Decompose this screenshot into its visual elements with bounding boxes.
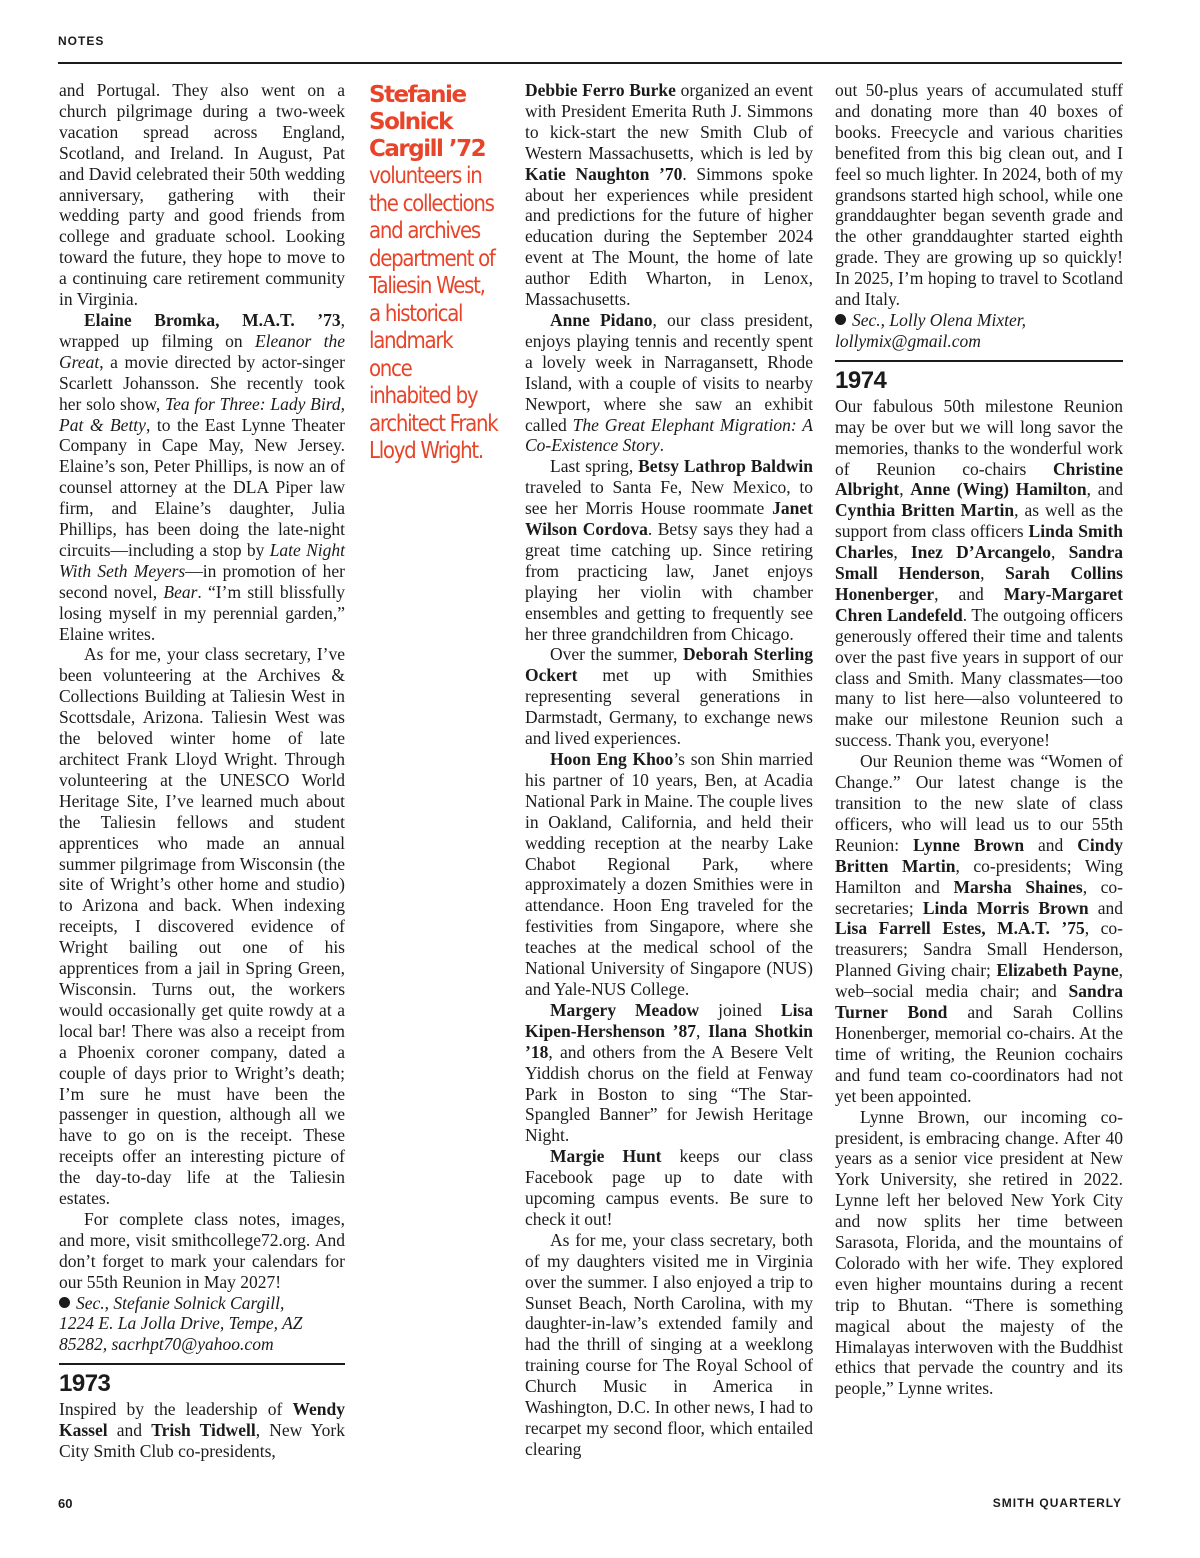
column-1	[59, 80, 345, 1462]
text: Inspired by the leadership of	[59, 1399, 293, 1420]
class-year-heading: 1974	[835, 366, 887, 394]
paragraph	[525, 456, 813, 644]
classmate-name: Cynthia Britten Martin	[835, 500, 1015, 521]
text: , co-treasurers; Sandra Small Henderson, Planned Giving chair;	[835, 918, 1123, 981]
section-rule	[835, 360, 1123, 362]
paragraph: As for me, your class secretary, both of my daughters visited me in Virginia over the summer. I also enjoyed a trip to Sunset Beach, North Carolina, with my daughter-in-law’s extended family and had the thrill of singing at a weeklong training course for The Royal School of Church Music in America in Washington, D.C. In other news, I had to recarpet my second floor, which entailed clearing	[525, 1229, 813, 1459]
column-3	[525, 80, 813, 1460]
text: . “I’m still blissfully losing myself in my perennial garden,” Elaine writes.	[59, 581, 345, 644]
paragraph	[525, 310, 813, 456]
paragraph	[525, 749, 813, 1000]
text: and	[1088, 897, 1123, 918]
classmate-name: Anne Pidano	[550, 309, 653, 330]
title: Late Night With Seth Meyers	[59, 539, 345, 581]
classmate-name: Betsy Lathrop Baldwin	[638, 456, 813, 477]
classmate-name: Janet Wilson Cordova	[525, 498, 813, 540]
text: Our Reunion theme was “Women of Change.” Our latest change is the transition to the new slate of class officers, who will lead us to our 55th Reunion:	[835, 751, 1123, 855]
text: , a movie directed by actor-singer Scarlett Johansson. She recently took her solo show,	[59, 351, 345, 414]
classmate-name: Elizabeth Payne	[996, 960, 1119, 981]
text: and Sarah Collins Honenberger, memorial co-chairs. At the time of writing, the Reunion cochairs and fund team co-coordinators had not yet been appointed.	[835, 1002, 1124, 1106]
sig-line: 85282, sacrhpt70@yahoo.com	[59, 1334, 274, 1355]
classmate-name: Marsha Shaines	[953, 876, 1083, 897]
paragraph	[835, 751, 1123, 1106]
classmate-name: Katie Naughton ’70	[525, 163, 683, 184]
text: met up with Smithies representing several generations in Darmstadt, Germany, to exchange news and lived experiences.	[525, 665, 813, 749]
classmate-name: Mary-Margaret Chren Landefeld	[835, 583, 1123, 625]
text: ,	[893, 542, 911, 563]
paragraph: and Portugal. They also went on a church pilgrimage during a two-week vacation spread across England, Scotland, and Ireland. In August, Pat and David celebrated their 50th wedding anniversary, gathering with their wedding party and good friends from college and graduate school. Looking toward the future, they hope to move to a continuing care retirement community in Virginia.	[59, 80, 345, 310]
text: , co-presidents; Wing Hamilton and	[835, 855, 1124, 897]
text: ,	[696, 1020, 709, 1041]
pull-quote-text: volunteers in the collections and archives department of Taliesin West, a historical landmark once inhabited by architect Frank Lloyd Wright.	[369, 163, 498, 464]
paragraph	[525, 1146, 813, 1230]
secretary-signature	[835, 310, 1123, 352]
text: and	[1024, 834, 1078, 855]
text: Last spring,	[550, 456, 639, 477]
pull-quote	[369, 82, 497, 466]
sig-line: Sec., Lolly Olena Mixter,	[852, 309, 1026, 330]
sig-line: lollymix@gmail.com	[835, 330, 981, 351]
paragraph: For complete class notes, images, and more, visit smithcollege72.org. And don’t forget to mark your calendars for our 55th Reunion in May 2027!	[59, 1208, 345, 1292]
text: keeps our class Facebook page up to date with upcoming campus events. Be sure to check it out!	[525, 1146, 813, 1229]
classmate-name: Hoon Eng Khoo	[550, 749, 674, 769]
classmate-name: Linda Morris Brown	[922, 897, 1089, 918]
classmate-name: Wendy Kassel	[59, 1399, 345, 1441]
classmate-name: Lynne Brown	[913, 834, 1025, 855]
classmate-name: Sarah Collins Honenberger	[835, 563, 1123, 604]
text: ,	[980, 563, 1006, 584]
classmate-name: Trish Tidwell	[151, 1420, 256, 1441]
classmate-name: Lisa Kipen-Hershenson ’87	[525, 999, 813, 1041]
title: The Great Elephant Migration: A Co-Existence Story	[525, 414, 813, 456]
classmate-name: Christine Albright	[835, 458, 1123, 500]
section-rule	[59, 1363, 345, 1365]
text: ,	[899, 479, 911, 500]
paragraph	[525, 1000, 813, 1146]
text: , co-secretaries;	[835, 876, 1123, 918]
text: ,	[1051, 542, 1069, 563]
header-rule	[58, 62, 1122, 64]
sig-line: 1224 E. La Jolla Drive, Tempe, AZ	[59, 1313, 303, 1334]
text: , to the East Lynne Theater Company in Cape May, New Jersey. Elaine’s son, Peter Phillips, is now an of counsel attorney at the DLA Piper law firm, and Elaine’s daughter, Julia Phillips, has been doing the late-night circuits—including a stop by	[59, 414, 345, 560]
paragraph	[59, 310, 345, 645]
title: Eleanor the Great	[59, 330, 346, 372]
paragraph	[835, 396, 1123, 751]
bullet-dot-icon	[835, 314, 846, 325]
text: traveled to Santa Fe, New Mexico, to see her Morris House roommate	[525, 477, 813, 519]
text: , and	[1086, 479, 1123, 500]
publication-name: SMITH QUARTERLY	[992, 1496, 1122, 1510]
text: Our fabulous 50th milestone Reunion may be over but we will long savor the memories, thanks to the wonderful work of Reunion co-chairs	[835, 395, 1123, 479]
text: . Simmons spoke about her experiences while president and predictions for the future of higher education during the September 2024 event at The Mount, the home of late author Edith Wharton, in Lenox, Massachusetts.	[525, 163, 813, 310]
text: , and others from the A Besere Velt Yiddish chorus on the field at Fenway Park in Boston to sing “The Star-Spangled Banner” for Jewish Heritage Night.	[525, 1041, 813, 1146]
classmate-name: Margery Meadow	[550, 999, 700, 1020]
text: , wrapped up filming on	[59, 309, 345, 351]
text: and	[107, 1420, 152, 1441]
text: —in promotion of her second novel,	[59, 560, 345, 602]
class-year-heading: 1973	[59, 1370, 111, 1398]
classmate-name: Ilana Shotkin ’18	[525, 1020, 813, 1062]
classmate-name: Inez D’Arcangelo	[910, 542, 1052, 563]
paragraph: Lynne Brown, our incoming co-president, is embracing change. After 40 years as a senior vice president at New York University, she retired in 2022. Lynne left her beloved New York City and now splits her time between Sarasota, Florida, and the mountains of Colorado with her wife. They explored even higher mountains during a recent trip to Bhutan. “There is something magical about the majesty of the Himalayas interwoven with the Buddhist ethics that pervade the country and its people,” Lynne writes.	[835, 1106, 1123, 1399]
classmate-name: Sandra Turner Bond	[835, 981, 1123, 1023]
classmate-name: Elaine Bromka, M.A.T. ’73	[84, 309, 341, 330]
classmate-name: Linda Smith Charles	[835, 521, 1123, 563]
text: . Betsy says they had a great time catching up. Since retiring from practicing law, Janet enjoys playing her violin with chamber ensembles and getting to frequently see her three grandchildren from Chicago.	[525, 519, 813, 644]
text: , New York City Smith Club co-presidents,	[59, 1420, 346, 1462]
sig-line: Sec., Stefanie Solnick Cargill,	[76, 1292, 285, 1313]
text: . The outgoing officers generously offered their time and talents over the past five years in support of our class and Smith. Many classmates—too many to list here—also volunteered to make our milestone Reunion such a success. Thank you, everyone!	[835, 604, 1123, 751]
paragraph: out 50-plus years of accumulated stuff and donating more than 40 boxes of books. Freecycle and various charities benefited from this big clean out, and I feel so much lighter. In 2024, both of my grandsons started high school, while one granddaughter began seventh grade and the other granddaughter started eighth grade. They are growing up so quickly! In 2025, I’m hoping to travel to Scotland and Italy.	[835, 80, 1123, 310]
title: Tea for Three: Lady Bird, Pat & Betty	[59, 393, 345, 435]
classmate-name: Debbie Ferro Burke	[525, 80, 676, 100]
secretary-signature	[59, 1293, 345, 1356]
paragraph: As for me, your class secretary, I’ve been volunteering at the Archives & Collections Building at Taliesin West in Scottsdale, Arizona. Taliesin West was the beloved winter home of late architect Frank Lloyd Wright. Through volunteering at the UNESCO World Heritage Site, I’ve learned much about the Taliesin fellows and student apprentices who made an annual summer pilgrimage from Wisconsin (the site of Wright’s other home and studio) to Arizona and back. When indexing receipts, I discovered evidence of Wright bailing out one of his apprentices from a jail in Spring Green, Wisconsin. Turns out, the workers would occasionally get quite rowdy at a local bar! There was also a receipt from a Phoenix coroner company, dated a couple of days prior to Wright’s death; I’m sure he must have been the passenger in question, although all we have to go on is the receipt. These receipts offer an interesting picture of the day-to-day life at the Taliesin estates.	[59, 644, 345, 1209]
pull-quote-name: Stefanie Solnick Cargill ’72	[369, 82, 486, 162]
classmate-name: Sandra Small Henderson	[835, 542, 1124, 584]
title: Bear	[163, 581, 198, 602]
text: , and	[934, 583, 1004, 604]
classmate-name: Lisa Farrell Estes, M.A.T. ’75	[835, 918, 1085, 939]
paragraph	[525, 644, 813, 749]
text: , as well as the support from class officers	[835, 500, 1123, 542]
section-label: NOTES	[58, 34, 105, 48]
classmate-name: Margie Hunt	[550, 1146, 662, 1167]
text: Over the summer,	[550, 644, 684, 665]
paragraph	[525, 80, 813, 310]
column-4	[835, 80, 1123, 1399]
text: joined	[699, 999, 781, 1020]
text: organized an event with President Emerita Ruth J. Simmons to kick-start the new Smith Club of Western Massachusetts, which is led by	[525, 80, 813, 163]
paragraph	[59, 1399, 345, 1462]
text: ’s son Shin married his partner of 10 years, Ben, at Acadia National Park in Maine. The couple lives in Oakland, California, and held their wedding reception at the nearby Lake Chabot Regional Park, where approximately a dozen Smithies were in attendance. Hoon Eng traveled for the festivities from Singapore, where she teaches at the medical school of the National University of Singapore (NUS) and Yale-NUS College.	[525, 749, 813, 999]
bullet-dot-icon	[59, 1297, 70, 1308]
classmate-name: Deborah Sterling Ockert	[525, 644, 813, 686]
classmate-name: Anne (Wing) Hamilton	[910, 479, 1087, 500]
text: , web–social media chair; and	[835, 960, 1123, 1002]
text: .	[659, 435, 664, 456]
text: , our class president, enjoys playing tennis and recently spent a lovely week in Narragansett, Rhode Island, with a couple of visits to nearby Newport, where she saw an exhibit called	[525, 309, 813, 435]
classmate-name: Cindy Britten Martin	[835, 834, 1123, 876]
page-number: 60	[58, 1496, 73, 1511]
